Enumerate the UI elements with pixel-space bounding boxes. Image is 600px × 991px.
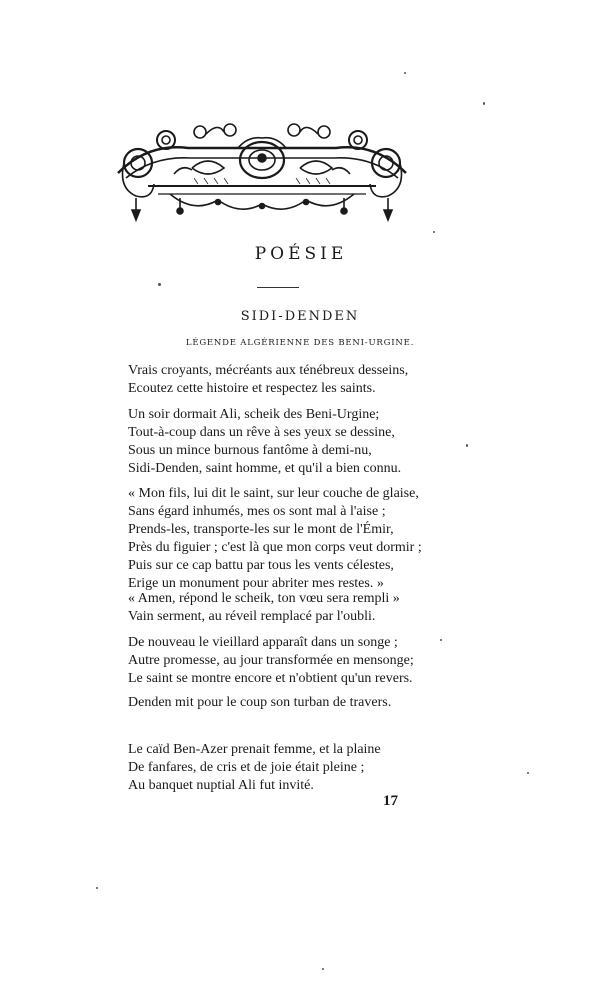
poem-line: Ecoutez cette histoire et respectez les saints. <box>128 381 376 396</box>
poem-line: « Mon fils, lui dit le saint, sur leur couche de glaise, <box>128 486 419 501</box>
scan-speck <box>322 968 324 970</box>
scan-speck <box>483 102 485 105</box>
poem-title: SIDI-DENDEN <box>240 309 360 324</box>
stanza-7 <box>128 741 381 795</box>
poem-line: Puis sur ce cap battu par tous les vents célestes, <box>128 558 394 573</box>
poem-line: Sous un mince burnous fantôme à demi-nu, <box>128 443 372 458</box>
scan-speck <box>527 772 529 774</box>
poem-line: Sans égard inhumés, mes os sont mal à l'aise ; <box>128 504 386 519</box>
poem-line: Vain serment, au réveil remplacé par l'oubli. <box>128 609 376 624</box>
scan-speck <box>466 444 468 447</box>
scan-speck <box>404 72 406 74</box>
poem-line: Près du figuier ; c'est là que mon corps veut dormir ; <box>128 540 422 555</box>
stanza-5 <box>128 634 414 688</box>
poem-line: De nouveau le vieillard apparaît dans un songe ; <box>128 635 398 650</box>
section-title: POÉSIE <box>254 244 348 264</box>
poem-line: Le caïd Ben-Azer prenait femme, et la plaine <box>128 742 381 757</box>
poem-line: Au banquet nuptial Ali fut invité. <box>128 778 314 793</box>
poem-line: Le saint se montre encore et n'obtient qu'un revers. <box>128 671 413 686</box>
scan-speck <box>96 887 98 889</box>
poem-line: Sidi-Denden, saint homme, et qu'il a bien connu. <box>128 461 402 476</box>
poem-line: Autre promesse, au jour transformée en mensonge; <box>128 653 414 668</box>
poem-line: Vrais croyants, mécréants aux ténébreux desseins, <box>128 363 409 378</box>
poem-line: Prends-les, transporte-les sur le mont de l'Émir, <box>128 522 394 537</box>
stanza-2 <box>128 406 401 478</box>
scan-speck <box>158 283 161 286</box>
poem-line: De fanfares, de cris et de joie était pleine ; <box>128 760 365 775</box>
stanza-6 <box>128 694 391 712</box>
scan-speck <box>440 639 442 641</box>
poem-line: Un soir dormait Ali, scheik des Beni-Urgine; <box>128 407 380 422</box>
title-divider <box>257 287 299 288</box>
poem-line: « Amen, répond le scheik, ton vœu sera rempli » <box>128 591 400 606</box>
stanza-3 <box>128 485 422 593</box>
page-number: 17 <box>383 793 398 809</box>
poem-line: Tout-à-coup dans un rêve à ses yeux se dessine, <box>128 425 395 440</box>
poem-line: Erige un monument pour abriter mes restes. » <box>128 576 384 591</box>
stanza-4 <box>128 590 400 626</box>
poem-line: Denden mit pour le coup son turban de travers. <box>128 695 392 710</box>
scan-speck <box>433 231 435 233</box>
stanza-1 <box>128 362 408 398</box>
decorative-headpiece-icon <box>108 118 416 228</box>
poem-subtitle: LÉGENDE ALGÉRIENNE DES BENI-URGINE. <box>185 338 415 348</box>
